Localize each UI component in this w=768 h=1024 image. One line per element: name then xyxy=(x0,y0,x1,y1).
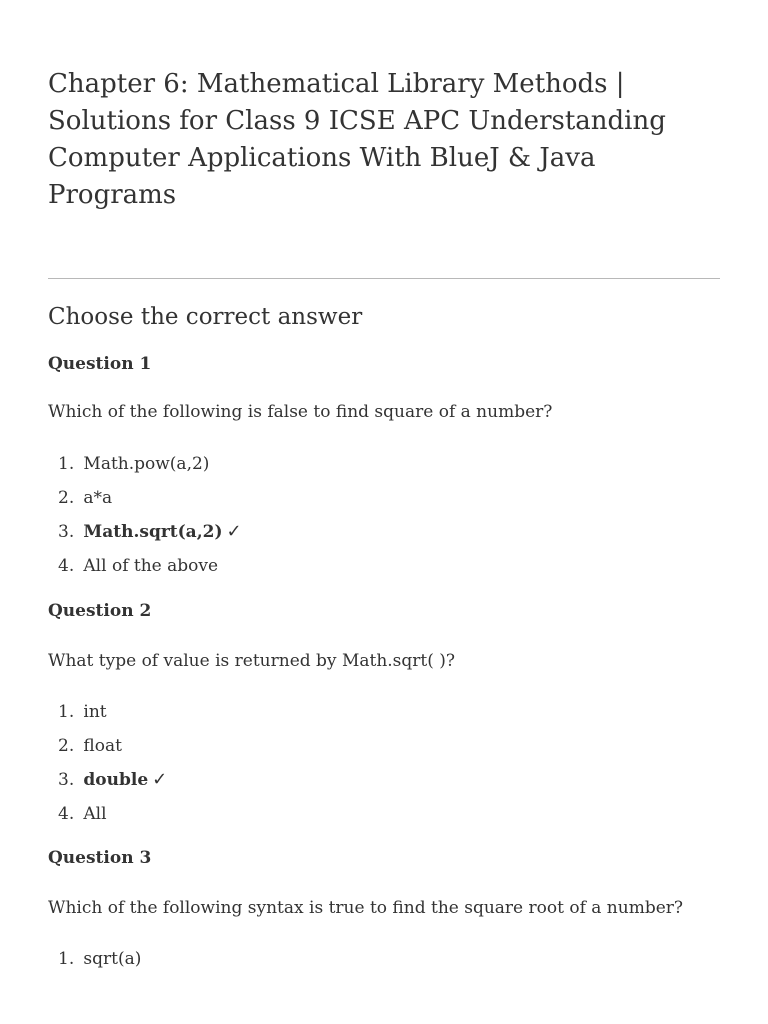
question-label: Question 1 xyxy=(48,354,152,374)
option-item-correct: 3. double ✓ xyxy=(58,769,168,790)
option-item: 2. float xyxy=(58,736,122,756)
question-1 xyxy=(48,352,720,588)
question-text: Which of the following is false to find square of a number? xyxy=(48,402,553,422)
section-heading: Choose the correct answer xyxy=(48,304,363,330)
question-label: Question 2 xyxy=(48,601,152,621)
option-list xyxy=(48,700,720,836)
option-item: 4. All xyxy=(58,804,107,824)
divider xyxy=(48,278,720,279)
option-list xyxy=(48,452,720,588)
question-text: Which of the following syntax is true to find the square root of a number? xyxy=(48,898,684,918)
question-3 xyxy=(48,846,720,981)
option-list xyxy=(48,947,720,981)
question-label: Question 3 xyxy=(48,848,152,868)
question-text: What type of value is returned by Math.sqrt( )? xyxy=(48,651,456,671)
question-2 xyxy=(48,599,720,836)
option-item: 4. All of the above xyxy=(58,556,219,576)
option-item: 1. Math.pow(a,2) xyxy=(58,454,210,474)
checkmark-icon: ✓ xyxy=(152,769,168,790)
option-item: 1. int xyxy=(58,702,107,722)
checkmark-icon: ✓ xyxy=(226,521,242,542)
option-item: 2. a*a xyxy=(58,488,113,508)
page-title: Chapter 6: Mathematical Library Methods | Solutions for Class 9 ICSE APC Understanding Computer Applications With BlueJ & Java Programs xyxy=(48,69,666,210)
option-item-correct: 3. Math.sqrt(a,2) ✓ xyxy=(58,521,242,542)
option-item: 1. sqrt(a) xyxy=(58,949,142,969)
